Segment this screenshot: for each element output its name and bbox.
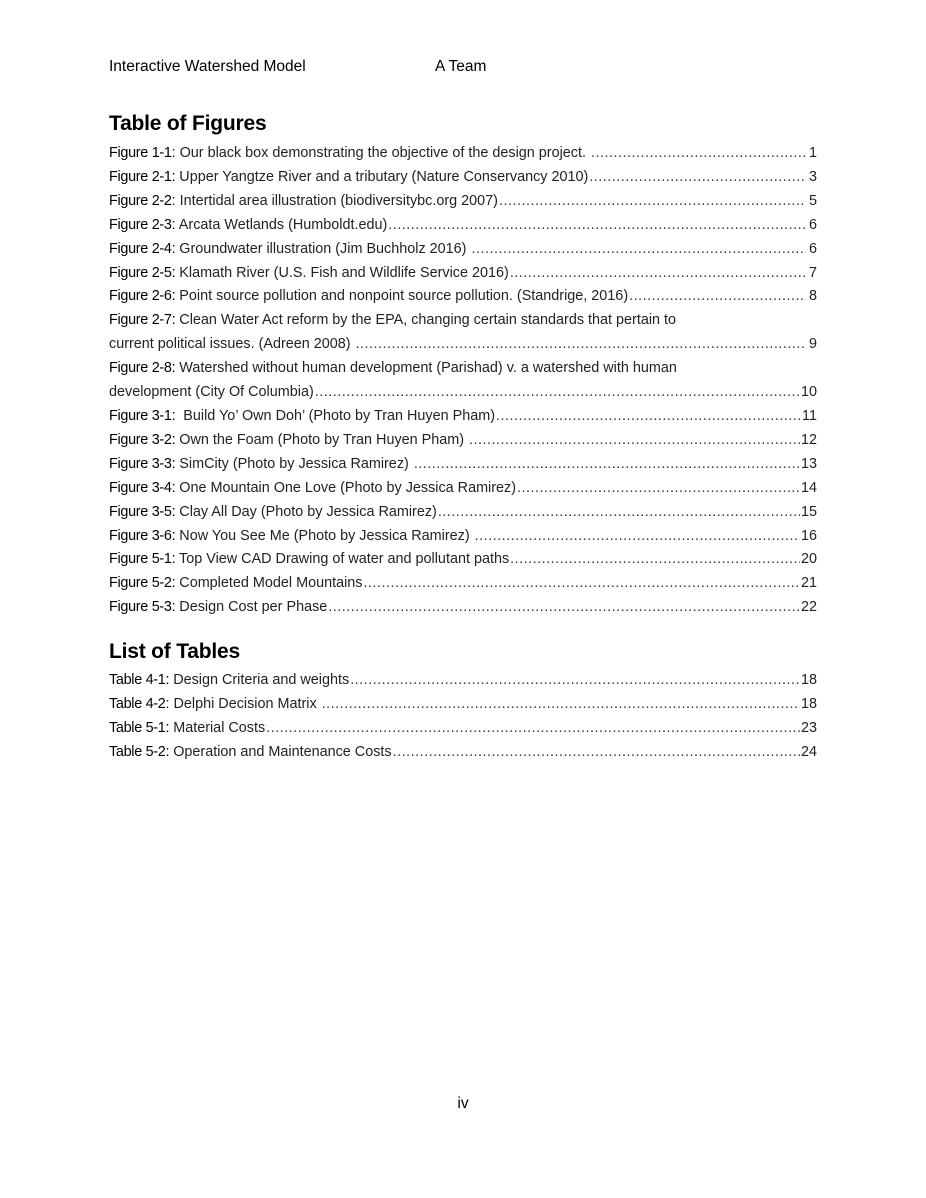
entry-row	[109, 669, 817, 693]
entry-row	[109, 190, 817, 214]
entry-label: Figure 3-1:	[109, 407, 176, 424]
entry-caption-text: Top View CAD Drawing of water and pollutant paths	[179, 551, 510, 568]
entry-caption	[109, 501, 437, 525]
entry-caption-text: Klamath River (U.S. Fish and Wildlife Service 2016)	[179, 264, 509, 281]
entry-label: Figure 2-2	[109, 192, 172, 209]
entry-caption-text: current political issues. (Adreen 2008)	[109, 336, 355, 353]
entry-page-number: 24	[800, 743, 817, 760]
entry-caption-text: SimCity (Photo by Jessica Ramirez)	[179, 455, 413, 472]
dot-leader	[471, 238, 806, 262]
entry-caption-text: Design Cost per Phase	[179, 599, 328, 616]
entry-caption	[109, 190, 498, 214]
dot-leader	[510, 548, 800, 572]
entry-row	[109, 525, 817, 549]
entry-label: Table 5-1:	[109, 719, 170, 736]
entry-label: Figure 2-7:	[109, 312, 176, 329]
figure-entry[interactable]	[109, 214, 817, 238]
entry-label: Table 4-2	[109, 695, 166, 712]
dot-leader	[363, 572, 800, 596]
dot-leader	[388, 214, 806, 238]
entry-caption	[109, 548, 509, 572]
entry-caption	[109, 238, 470, 262]
entry-caption-text: Completed Model Mountains	[179, 575, 363, 592]
entry-row	[109, 166, 817, 190]
entry-label: Figure 2-3	[109, 216, 172, 233]
entry-row	[109, 572, 817, 596]
entry-row	[109, 238, 817, 262]
entry-caption-text: Material Costs	[173, 719, 266, 736]
entry-caption-text: Arcata Wetlands (Humboldt.edu)	[178, 216, 388, 233]
entry-caption	[109, 142, 590, 166]
entry-first-line	[109, 357, 817, 381]
entry-caption-text: One Mountain One Love (Photo by Jessica Ramirez)	[179, 479, 517, 496]
entry-page-number: 6	[808, 216, 817, 233]
entry-page-number: 12	[800, 431, 817, 448]
entry-row	[109, 381, 817, 405]
dot-leader	[322, 693, 800, 717]
entry-separator: :	[171, 216, 179, 233]
entry-row	[109, 477, 817, 501]
entry-caption-text: Delphi Decision Matrix	[173, 695, 321, 712]
entry-caption-text: Upper Yangtze River and a tributary (Nature Conservancy 2010)	[179, 168, 589, 185]
entry-page-number: 11	[802, 407, 817, 424]
entry-caption	[109, 525, 474, 549]
entry-page-number: 15	[800, 503, 817, 520]
entry-page-number: 7	[808, 264, 817, 281]
dot-leader	[414, 453, 800, 477]
entry-row	[109, 453, 817, 477]
entry-caption-text: Own the Foam (Photo by Tran Huyen Pham)	[179, 431, 469, 448]
entry-caption-text: Operation and Maintenance Costs	[173, 743, 392, 760]
entry-label: Figure 2-4:	[109, 240, 176, 257]
figure-entry[interactable]	[109, 501, 817, 525]
list-of-tables-heading: List of Tables	[109, 640, 240, 663]
entry-row	[109, 285, 817, 309]
entry-page-number: 18	[800, 672, 817, 688]
entry-caption-line1: Watershed without human development (Parishad) v. a watershed with human	[179, 360, 677, 377]
entry-page-number: 22	[800, 599, 817, 616]
table-entry[interactable]	[109, 669, 817, 693]
entry-label: Figure 3-2:	[109, 431, 176, 448]
entry-separator: :	[171, 145, 180, 161]
entry-row	[109, 693, 817, 717]
entry-caption	[109, 262, 509, 286]
entry-caption-text: Clay All Day (Photo by Jessica Ramirez)	[179, 503, 437, 520]
dot-leader	[589, 166, 806, 190]
entry-caption-line1: Clean Water Act reform by the EPA, changing certain standards that pertain to	[179, 312, 677, 329]
entry-page-number: 23	[800, 719, 817, 736]
table-entry[interactable]	[109, 693, 817, 717]
dot-leader	[496, 405, 801, 429]
figure-entry[interactable]	[109, 453, 817, 477]
entry-caption-text: Intertidal area illustration (biodiversitybc.org 2007)	[179, 192, 498, 209]
table-entry[interactable]	[109, 717, 817, 741]
table-of-figures-list	[109, 142, 817, 620]
entry-label: Figure 1-1	[109, 145, 172, 161]
entry-caption	[109, 166, 588, 190]
dot-leader	[517, 477, 800, 501]
figure-entry[interactable]	[109, 596, 817, 620]
entry-page-number: 3	[808, 168, 817, 185]
entry-row	[109, 429, 817, 453]
entry-row	[109, 741, 817, 765]
dot-leader	[350, 669, 800, 693]
entry-page-number: 5	[808, 192, 817, 209]
header-team-name: A Team	[435, 58, 487, 75]
entry-first-line	[109, 309, 817, 333]
entry-label: Figure 5-3:	[109, 599, 176, 616]
entry-page-number: 20	[800, 551, 817, 568]
entry-caption	[109, 572, 362, 596]
entry-label: Figure 5-2:	[109, 575, 176, 592]
entry-caption	[109, 214, 387, 238]
dot-leader	[315, 381, 800, 405]
entry-page-number: 13	[800, 455, 817, 472]
dot-leader	[438, 501, 800, 525]
entry-row	[109, 548, 817, 572]
page-header	[109, 56, 817, 78]
entry-caption-text: Point source pollution and nonpoint source pollution. (Standrige, 2016)	[179, 288, 629, 305]
figure-entry[interactable]	[109, 548, 817, 572]
figure-entry[interactable]	[109, 477, 817, 501]
figure-entry[interactable]	[109, 238, 817, 262]
page-number: iv	[457, 1095, 469, 1112]
entry-page-number: 9	[808, 336, 817, 353]
entry-caption	[109, 285, 628, 309]
entry-row	[109, 405, 817, 429]
entry-caption	[109, 741, 392, 765]
entry-label: Figure 3-3:	[109, 455, 176, 472]
entry-caption	[109, 381, 314, 405]
entry-label: Figure 3-4:	[109, 479, 176, 496]
dot-leader	[356, 333, 806, 357]
entry-page-number: 16	[800, 527, 817, 544]
dot-leader	[629, 285, 806, 309]
entry-page-number: 8	[808, 288, 817, 305]
figure-entry[interactable]	[109, 357, 817, 405]
entry-page-number: 10	[800, 384, 817, 401]
dot-leader	[469, 429, 800, 453]
figure-entry[interactable]	[109, 142, 817, 166]
entry-caption-text: Now You See Me (Photo by Jessica Ramirez)	[179, 527, 474, 544]
entry-label: Figure 2-1:	[109, 168, 176, 185]
entry-caption-text: Build Yo’ Own Doh’ (Photo by Tran Huyen Pham)	[183, 407, 495, 424]
dot-leader	[591, 142, 806, 166]
entry-caption	[109, 477, 516, 501]
entry-row	[109, 596, 817, 620]
entry-page-number: 18	[800, 695, 817, 712]
dot-leader	[328, 596, 800, 620]
entry-label: Figure 3-6:	[109, 527, 176, 544]
entry-caption-text: Groundwater illustration (Jim Buchholz 2016)	[179, 240, 471, 257]
entry-label: Table 5-2:	[109, 743, 170, 760]
entry-caption-text: development (City Of Columbia)	[109, 384, 314, 401]
entry-row	[109, 333, 817, 357]
figure-entry[interactable]	[109, 309, 817, 357]
entry-page-number: 21	[800, 575, 817, 592]
entry-label: Table 4-1:	[109, 672, 170, 688]
table-of-figures-heading: Table of Figures	[109, 112, 267, 135]
entry-page-number: 6	[808, 240, 817, 257]
figure-entry[interactable]	[109, 405, 817, 429]
entry-label: Figure 3-5:	[109, 503, 176, 520]
entry-row	[109, 214, 817, 238]
figure-entry[interactable]	[109, 429, 817, 453]
figure-entry[interactable]	[109, 572, 817, 596]
entry-label: Figure 5-1:	[109, 551, 176, 568]
header-document-title: Interactive Watershed Model	[109, 58, 306, 75]
entry-caption	[109, 596, 327, 620]
dot-leader	[393, 741, 800, 765]
dot-leader	[475, 525, 800, 549]
entry-page-number: 1	[808, 145, 817, 161]
entry-separator: :	[171, 192, 180, 209]
entry-row	[109, 717, 817, 741]
entry-row	[109, 501, 817, 525]
entry-separator: :	[165, 695, 174, 712]
entry-caption	[109, 693, 321, 717]
dot-leader	[266, 717, 800, 741]
table-entry[interactable]	[109, 741, 817, 765]
entry-caption	[109, 429, 468, 453]
entry-page-number: 14	[800, 479, 817, 496]
page-footer	[0, 1093, 926, 1115]
figure-entry[interactable]	[109, 525, 817, 549]
entry-label: Figure 2-5:	[109, 264, 176, 281]
figure-entry[interactable]	[109, 166, 817, 190]
entry-caption	[109, 405, 495, 429]
dot-leader	[510, 262, 806, 286]
entry-caption	[109, 333, 355, 357]
figure-entry[interactable]	[109, 285, 817, 309]
entry-caption	[109, 669, 349, 693]
figure-entry[interactable]	[109, 190, 817, 214]
entry-label: Figure 2-6:	[109, 288, 176, 305]
dot-leader	[499, 190, 806, 214]
entry-caption-text: Our black box demonstrating the objective of the design project.	[179, 145, 590, 161]
entry-caption-text: Design Criteria and weights	[173, 672, 350, 688]
entry-label: Figure 2-8:	[109, 360, 176, 377]
entry-caption	[109, 717, 265, 741]
figure-entry[interactable]	[109, 262, 817, 286]
entry-row	[109, 142, 817, 166]
entry-row	[109, 262, 817, 286]
entry-caption	[109, 453, 413, 477]
list-of-tables-list	[109, 669, 817, 765]
